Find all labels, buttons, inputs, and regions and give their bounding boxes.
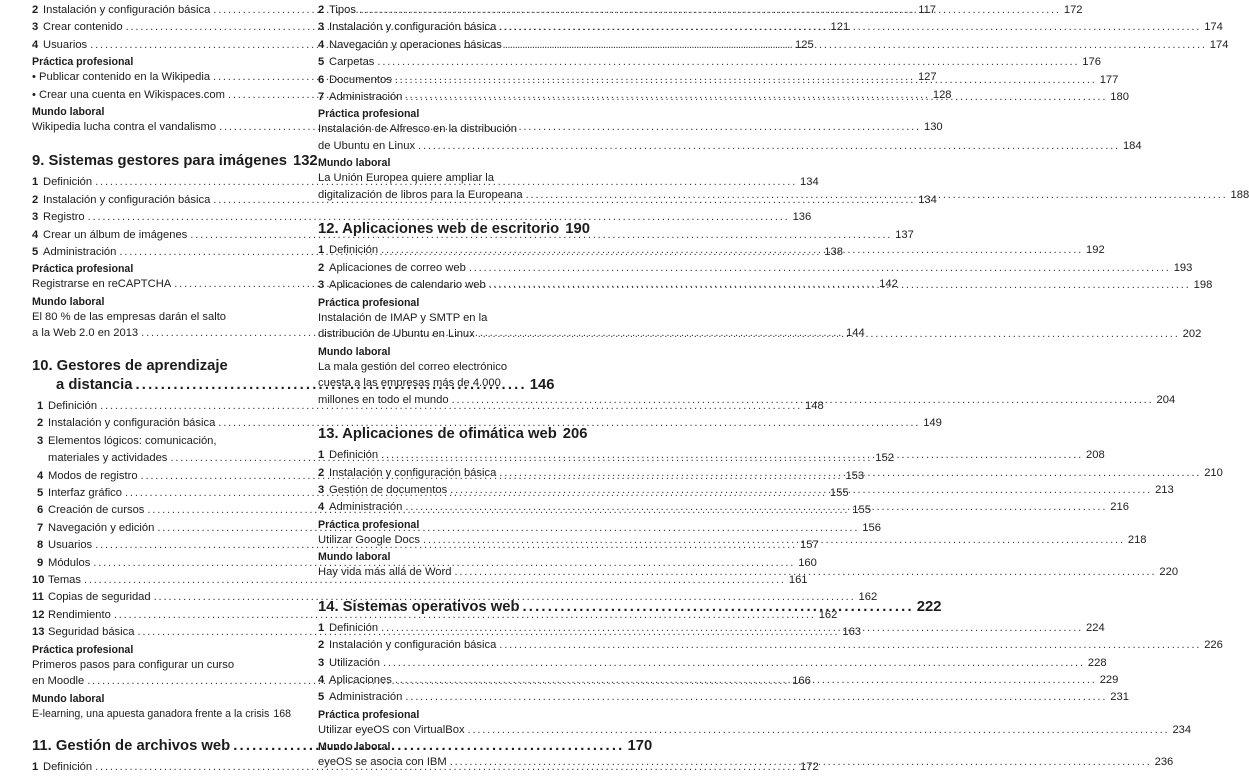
dot-leader xyxy=(381,447,1083,464)
entry-page: 220 xyxy=(1159,566,1179,579)
entry-number: 3 xyxy=(318,656,325,669)
dot-leader xyxy=(505,37,1207,54)
entry-title: Elementos lógicos: comunicación, xyxy=(48,434,217,447)
mundo-heading: Mundo laboral xyxy=(32,692,105,705)
entry-number: 4 xyxy=(37,469,44,482)
dot-leader xyxy=(359,2,1061,19)
entry-page: 162 xyxy=(858,591,878,604)
entry-page: 117 xyxy=(918,4,937,16)
entry-title: Aplicaciones xyxy=(329,673,392,686)
entry-title: E-learning, una apuesta ganadora frente a la crisis xyxy=(32,707,270,720)
entry-title-line: cuesta a las empresas más de 4.000 xyxy=(318,377,501,390)
entry-number: 4 xyxy=(32,38,39,51)
chapter-page: 206 xyxy=(562,426,588,443)
entry-number: 7 xyxy=(37,521,44,534)
entry-page: 136 xyxy=(792,211,812,224)
chapter-title: 12. Aplicaciones web de escritorio xyxy=(318,221,560,238)
entry-number: 3 xyxy=(318,21,325,34)
entry-number: 5 xyxy=(32,246,39,259)
entry-page: 198 xyxy=(1193,279,1213,292)
entry-number: 2 xyxy=(32,4,39,16)
chapter-heading[interactable] xyxy=(318,220,590,239)
entry-number: 1 xyxy=(32,760,39,773)
dot-leader xyxy=(395,672,1097,689)
entry-title: Instalación y configuración básica xyxy=(43,193,211,206)
chapter-title-cont: a distancia xyxy=(56,376,133,393)
entry-page: 172 xyxy=(1063,4,1083,16)
entry-number: 2 xyxy=(318,639,325,652)
dot-leader xyxy=(423,532,1125,549)
entry-page: 176 xyxy=(1082,56,1101,69)
entry-number: 9 xyxy=(37,556,44,569)
toc-entry[interactable] xyxy=(318,260,1193,277)
toc-entry[interactable] xyxy=(318,54,1101,71)
entry-title: Registrarse en reCAPTCHA xyxy=(32,278,172,291)
toc-entry[interactable] xyxy=(32,706,290,723)
dot-leader xyxy=(499,19,1201,36)
entry-number: 3 xyxy=(318,279,325,292)
entry-number: 7 xyxy=(318,91,325,104)
entry-title-line: Primeros pasos para configurar un curso xyxy=(32,658,235,671)
entry-number: 5 xyxy=(318,691,325,704)
toc-entry[interactable] xyxy=(32,209,812,226)
entry-number: 1 xyxy=(318,449,325,462)
chapter-heading[interactable] xyxy=(32,152,318,171)
chapter-title: 10. Gestores de aprendizaje xyxy=(32,357,228,374)
entry-title: Rendimiento xyxy=(48,608,111,621)
entry-title: Crear un álbum de imágenes xyxy=(43,228,188,241)
entry-number: 2 xyxy=(37,417,44,430)
entry-number: 3 xyxy=(318,484,325,497)
chapter-heading[interactable] xyxy=(318,425,588,444)
practica-heading: Práctica profesional xyxy=(318,518,420,531)
entry-number: 13 xyxy=(32,626,45,639)
dot-leader xyxy=(452,392,1154,409)
entry-page: 152 xyxy=(875,452,894,465)
dot-leader xyxy=(526,187,1228,204)
dot-leader xyxy=(381,242,1083,259)
entry-title: en Moodle xyxy=(32,675,85,688)
entry-page: 138 xyxy=(824,246,843,259)
chapter-title: 11. Gestión de archivos web xyxy=(32,737,231,754)
entry-title: Usuarios xyxy=(48,539,93,552)
entry-title: Temas xyxy=(48,573,81,586)
entry-page: 166 xyxy=(792,675,811,688)
dot-leader xyxy=(377,54,1079,71)
dot-leader xyxy=(478,326,1180,343)
entry-number: 1 xyxy=(32,176,39,189)
toc-entry[interactable] xyxy=(318,689,1129,706)
practica-heading: Práctica profesional xyxy=(32,56,134,69)
mundo-heading: Mundo laboral xyxy=(318,345,391,358)
entry-title: Módulos xyxy=(48,556,91,569)
mundo-heading: Mundo laboral xyxy=(32,295,105,308)
entry-number: 5 xyxy=(318,56,325,69)
entry-page: 208 xyxy=(1086,449,1105,462)
dot-leader xyxy=(468,722,1170,739)
entry-page: 162 xyxy=(818,608,838,621)
entry-title: Tipos xyxy=(329,4,356,16)
entry-title: Seguridad básica xyxy=(48,626,135,639)
entry-title: Definición xyxy=(329,449,379,462)
entry-page: 224 xyxy=(1086,621,1105,634)
mundo-heading: Mundo laboral xyxy=(318,157,391,170)
entry-title: Administración xyxy=(43,246,117,259)
entry-title: Carpetas xyxy=(329,56,375,69)
entry-title: Navegación y edición xyxy=(48,521,155,534)
entry-number: 2 xyxy=(318,261,325,274)
entry-page: 229 xyxy=(1099,673,1119,686)
entry-title: Administración xyxy=(329,91,403,104)
dot-leader xyxy=(489,277,1191,294)
entry-number: 2 xyxy=(318,466,325,479)
toc-entry[interactable] xyxy=(32,607,838,624)
entry-page: 125 xyxy=(795,38,814,51)
dot-leader xyxy=(469,260,1171,277)
entry-page: 204 xyxy=(1156,393,1176,406)
entry-title: Modos de registro xyxy=(48,469,138,482)
entry-number: 12 xyxy=(32,608,45,621)
dot-leader xyxy=(499,637,1201,654)
entry-page: 142 xyxy=(879,278,898,291)
chapter-page: 222 xyxy=(916,598,942,615)
entry-number: 8 xyxy=(37,539,44,552)
entry-page: 216 xyxy=(1110,501,1129,514)
entry-number: 4 xyxy=(318,673,325,686)
entry-page: 168 xyxy=(273,707,292,720)
entry-title: Utilizar Google Docs xyxy=(318,533,420,546)
entry-title: • Publicar contenido en la Wikipedia xyxy=(32,71,211,84)
entry-title: Creación de cursos xyxy=(48,504,145,517)
entry-title: Gestión de documentos xyxy=(329,484,448,497)
entry-number: 4 xyxy=(318,38,325,51)
entry-page: 180 xyxy=(1110,91,1129,104)
entry-title: Instalación y configuración básica xyxy=(329,21,497,34)
entry-page: 228 xyxy=(1087,656,1107,669)
entry-page: 193 xyxy=(1173,261,1193,274)
entry-number: 6 xyxy=(318,73,325,86)
entry-number: 3 xyxy=(32,211,39,224)
entry-title: Definición xyxy=(329,244,379,257)
practica-heading: Práctica profesional xyxy=(318,296,420,309)
entry-title: de Ubuntu en Linux xyxy=(318,140,416,153)
chapter-page: 146 xyxy=(529,376,555,393)
entry-number: 1 xyxy=(318,244,325,257)
chapter-page: 190 xyxy=(565,221,590,238)
entry-title: Interfaz gráfico xyxy=(48,486,122,499)
dot-leader xyxy=(405,499,1107,516)
practica-heading: Práctica profesional xyxy=(32,263,134,276)
entry-page: 121 xyxy=(830,21,850,34)
dot-leader xyxy=(381,620,1083,637)
entry-page: 192 xyxy=(1086,244,1105,257)
toc-entry[interactable] xyxy=(318,637,1223,654)
dot-leader xyxy=(499,465,1201,482)
entry-page: 174 xyxy=(1204,21,1223,34)
dot-leader xyxy=(418,138,1120,155)
entry-page: 134 xyxy=(800,176,819,189)
entry-number: 1 xyxy=(318,621,325,634)
toc-entry[interactable] xyxy=(32,415,942,432)
entry-title: Aplicaciones de calendario web xyxy=(329,279,486,292)
entry-title-line: El 80 % de las empresas darán el salto xyxy=(32,310,227,323)
entry-page: 184 xyxy=(1122,140,1142,153)
chapter-title: 14. Sistemas operativos web xyxy=(318,598,520,615)
dot-leader xyxy=(405,89,1107,106)
entry-page: 177 xyxy=(1099,73,1119,86)
entry-title-line: Instalación de IMAP y SMTP en la xyxy=(318,311,488,324)
dot-leader xyxy=(450,754,1152,771)
entry-page: 236 xyxy=(1154,756,1174,769)
entry-page: 155 xyxy=(852,504,871,517)
entry-number: 3 xyxy=(37,434,44,447)
entry-title: materiales y actividades xyxy=(48,452,168,465)
toc-entry[interactable] xyxy=(32,589,878,606)
entry-title: Definición xyxy=(329,621,379,634)
entry-page: 161 xyxy=(788,573,808,586)
entry-page: 172 xyxy=(800,760,819,773)
entry-title: eyeOS se asocia con IBM xyxy=(318,756,447,769)
entry-title: Utilización xyxy=(329,656,380,669)
entry-number: 11 xyxy=(32,591,44,604)
dot-leader xyxy=(523,598,914,617)
entry-page: 127 xyxy=(917,71,937,84)
entry-title: Instalación y configuración básica xyxy=(43,4,211,16)
toc-entry[interactable] xyxy=(32,433,290,450)
chapter-page: 170 xyxy=(627,737,653,754)
entry-title: Definición xyxy=(43,176,93,189)
entry-page: 156 xyxy=(862,521,881,534)
entry-page: 148 xyxy=(805,399,824,412)
entry-title: Instalación y configuración básica xyxy=(329,639,497,652)
entry-page: 226 xyxy=(1204,639,1223,652)
entry-number: 6 xyxy=(37,504,44,517)
entry-title: Copias de seguridad xyxy=(48,591,151,604)
entry-number: 2 xyxy=(318,4,325,16)
entry-number: 1 xyxy=(37,399,44,412)
entry-page: 210 xyxy=(1204,466,1223,479)
entry-number: 10 xyxy=(32,573,45,586)
entry-title: digitalización de libros para la Europeana xyxy=(318,189,523,202)
dot-leader xyxy=(405,689,1107,706)
entry-page: 155 xyxy=(829,486,849,499)
entry-page: 234 xyxy=(1172,723,1192,736)
mundo-heading: Mundo laboral xyxy=(32,106,105,119)
entry-page: 157 xyxy=(800,539,819,552)
entry-title: Instalación y configuración básica xyxy=(48,417,216,430)
entry-title: Administración xyxy=(329,691,403,704)
dot-leader xyxy=(454,564,1156,581)
practica-heading: Práctica profesional xyxy=(318,108,420,121)
entry-page: 174 xyxy=(1209,38,1229,51)
entry-page: 130 xyxy=(923,121,943,134)
entry-page: 153 xyxy=(845,469,865,482)
entry-title: Registro xyxy=(43,211,85,224)
entry-page: 188 xyxy=(1230,189,1249,202)
entry-number: 4 xyxy=(318,501,325,514)
entry-title: • Crear una cuenta en Wikispaces.com xyxy=(32,88,225,101)
entry-page: 144 xyxy=(846,327,865,340)
entry-title: Navegación y operaciones básicas xyxy=(329,38,502,51)
entry-title-line: La mala gestión del correo electrónico xyxy=(318,360,508,373)
dot-leader xyxy=(450,482,1152,499)
entry-title-line: Instalación de Alfresco en la distribución xyxy=(318,123,518,136)
entry-title: Definición xyxy=(48,399,98,412)
entry-page: 134 xyxy=(918,193,937,206)
entry-number: 5 xyxy=(37,486,44,499)
entry-page: 149 xyxy=(923,417,942,430)
mundo-heading: Mundo laboral xyxy=(318,741,391,754)
entry-title: millones en todo el mundo xyxy=(318,393,449,406)
chapter-page: 132 xyxy=(292,153,318,170)
entry-title: a la Web 2.0 en 2013 xyxy=(32,327,139,340)
entry-number: 2 xyxy=(32,193,39,206)
toc-entry[interactable] xyxy=(318,722,1192,739)
entry-page: 160 xyxy=(798,556,817,569)
entry-number: 4 xyxy=(32,228,39,241)
mundo-heading: Mundo laboral xyxy=(318,551,391,564)
entry-page: 128 xyxy=(932,88,952,101)
entry-title: Documentos xyxy=(329,73,392,86)
entry-title: Wikipedia lucha contra el vandalismo xyxy=(32,121,217,134)
entry-number: 3 xyxy=(32,21,39,34)
toc-entry[interactable] xyxy=(318,138,1142,155)
entry-page: 218 xyxy=(1127,533,1147,546)
entry-page: 231 xyxy=(1110,691,1129,704)
entry-page: 137 xyxy=(895,228,914,241)
entry-page: 163 xyxy=(842,626,862,639)
entry-title: Usuarios xyxy=(43,38,88,51)
practica-heading: Práctica profesional xyxy=(32,643,134,656)
entry-title: Instalación y configuración básica xyxy=(329,466,497,479)
dot-leader xyxy=(395,72,1097,89)
practica-heading: Práctica profesional xyxy=(318,708,420,721)
entry-title: Crear contenido xyxy=(43,21,123,34)
dot-leader xyxy=(383,655,1085,672)
entry-title: Hay vida más allá de Word xyxy=(318,566,452,579)
toc-entry[interactable] xyxy=(318,655,1107,672)
entry-title-line: La Unión Europea quiere ampliar la xyxy=(318,172,495,185)
entry-page: 213 xyxy=(1155,484,1174,497)
entry-title: Utilizar eyeOS con VirtualBox xyxy=(318,723,465,736)
entry-title: Definición xyxy=(43,760,93,773)
chapter-title: 9. Sistemas gestores para imágenes xyxy=(32,153,287,170)
entry-page: 202 xyxy=(1182,328,1202,341)
chapter-title: 13. Aplicaciones de ofimática web xyxy=(318,426,557,443)
entry-title: distribución de Ubuntu en Linux xyxy=(318,328,475,341)
entry-title: Administración xyxy=(329,501,403,514)
entry-title: Aplicaciones de correo web xyxy=(329,261,466,274)
